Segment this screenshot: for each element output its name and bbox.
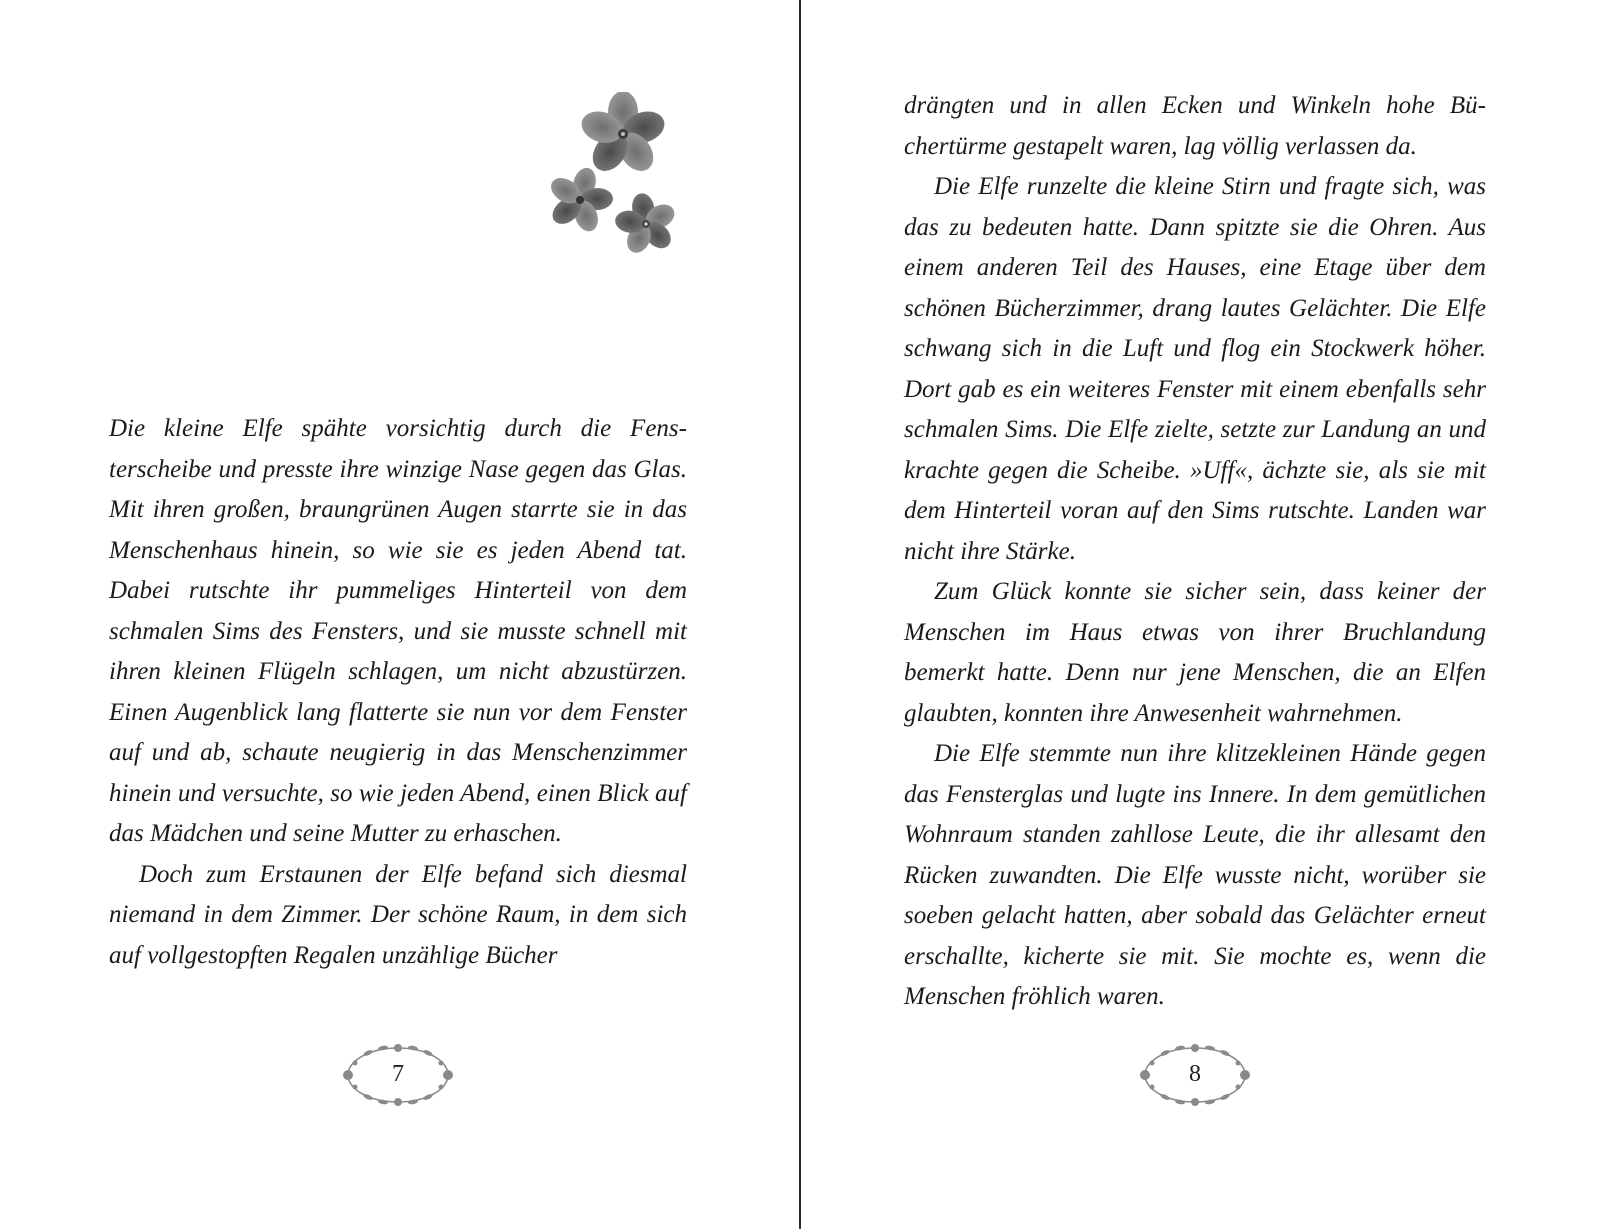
left-page <box>0 0 799 1229</box>
paragraph: Zum Glück konnte sie sicher sein, dass keiner der Menschen im Haus etwas von ihrer Bruchlandung bemerkt hatte. Denn nur jene Menschen, die an Elfen glaubten, konnten ihre Anwesenheit wahrnehmen. <box>904 578 1486 727</box>
paragraph: Die Elfe stemmte nun ihre klitzekleinen Hände gegen das Fensterglas und lugte ins Innere. In dem gemütlichen Wohnraum standen zahllose Leute, die ihr allesamt den Rücken zuwandten. Die Elfe wusste nicht, worüber sie soeben gelacht hatten, aber sobald das Gelächter erneut erschallte, kicherte sie mit. Sie mochte es, wenn die Menschen fröhlich waren. <box>904 740 1486 1010</box>
paragraph: Die kleine Elfe spähte vorsichtig durch die Fensterscheibe und presste ihre winzige Nase gegen das Glas. Mit ihren großen, braungrünen Augen starrte sie in das Menschenhaus hinein, so wie sie es jeden Abend tat. Dabei rutschte ihr pummeliges Hinterteil von dem schmalen Sims des Fensters, und sie musste schnell mit ihren kleinen Flügeln schlagen, um nicht abzustürzen. Einen Augenblick lang flatterte sie nun vor dem Fenster auf und ab, schaute neugierig in das Menschenzimmer hinein und versuchte, so wie jeden Abend, einen Blick auf das Mädchen und seine Mutter zu erhaschen. <box>109 415 687 847</box>
page-number-ornament <box>1130 1035 1260 1115</box>
right-page <box>801 0 1600 1229</box>
right-page-text <box>904 86 1486 1018</box>
left-page-text <box>109 409 687 976</box>
paragraph: drängten und in allen Ecken und Winkeln hohe Büchertürme gestapelt waren, lag völlig verlassen da. <box>904 92 1486 160</box>
forget-me-not-flowers-icon <box>550 92 700 267</box>
page-number: 7 <box>392 1061 404 1087</box>
page-number-ornament <box>333 1035 463 1115</box>
paragraph: Doch zum Erstaunen der Elfe befand sich diesmal niemand in dem Zimmer. Der schöne Raum, in dem sich auf vollgestopften Regalen unzählige Bücher <box>109 860 687 969</box>
paragraph: Die Elfe runzelte die kleine Stirn und fragte sich, was das zu bedeuten hatte. Dann spitzte sie die Ohren. Aus einem anderen Teil des Hauses, eine Etage über dem schönen Bücherzimmer, drang lautes Gelächter. Die Elfe schwang sich in die Luft und flog ein Stockwerk höher. Dort gab es ein weiteres Fenster mit einem ebenfalls sehr schmalen Sims. Die Elfe zielte, setzte zur Landung an und krachte gegen die Scheibe. »Uff«, ächzte sie, als sie mit dem Hinterteil voran auf den Sims rutschte. Landen war nicht ihre Stärke. <box>904 173 1486 565</box>
page-number: 8 <box>1189 1061 1201 1087</box>
